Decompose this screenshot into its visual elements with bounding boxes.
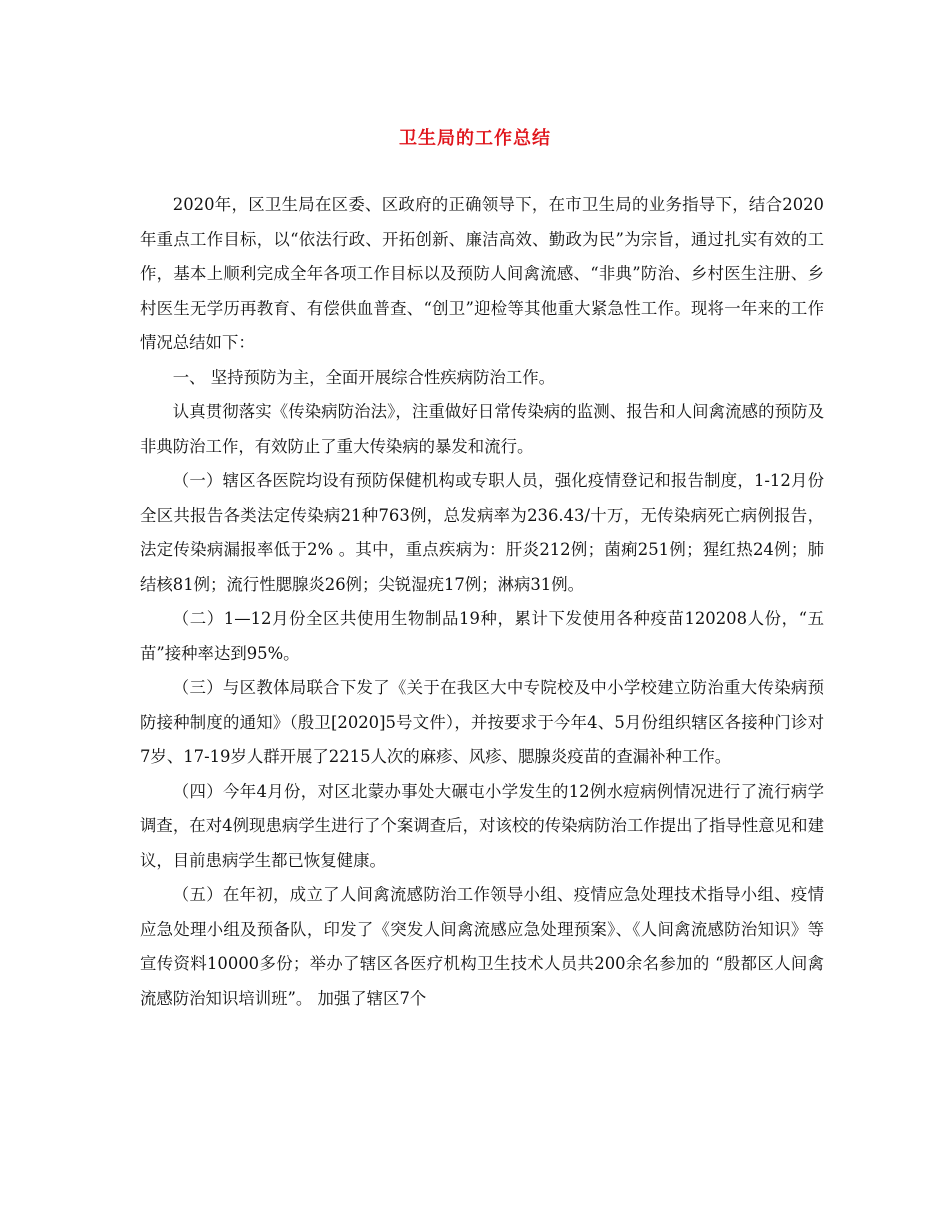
paragraph-item-2: （二）1—12月份全区共使用生物制品19种，累计下发使用各种疫苗120208人份，“五苗”接种率达到95%。 bbox=[140, 609, 824, 663]
document-title: 卫生局的工作总结 bbox=[399, 128, 551, 149]
paragraph-item-1: （一）辖区各医院均设有预防保健机构或专职人员，强化疫情登记和报告制度，1-12月份全区共报告各类法定传染病21种763例，总发病率为236.43/十万，无传染病死亡病例报告，法定传染病漏报率低于2% 。其中，重点疾病为：肝炎212例；菌痢251例；猩红热24例；肺结核81例；流行性腮腺炎26例；尖锐湿疣17例；淋病31例。 bbox=[140, 471, 824, 594]
paragraph-item-4: （四）今年4月份，对区北蒙办事处大碾屯小学发生的12例水痘病例情况进行了流行病学调查，在对4例现患病学生进行了个案调查后，对该校的传染病防治工作提出了指导性意见和建议，目前患病学生都已恢复健康。 bbox=[140, 781, 824, 870]
paragraph-item-5: （五）在年初，成立了人间禽流感防治工作领导小组、疫情应急处理技术指导小组、疫情应急处理小组及预备队，印发了《突发人间禽流感应急处理预案》、《人间禽流感防治知识》等宣传资料10000多份；举办了辖区各医疗机构卫生技术人员共200余名参加的 “殷都区人间禽流感防治知识培训班”。 加强了辖区7个 bbox=[140, 885, 824, 1008]
document-body bbox=[140, 188, 824, 1016]
section-heading-1: 一、 坚持预防为主，全面开展综合性疾病防治工作。 bbox=[172, 367, 555, 387]
paragraph-section-1-intro: 认真贯彻落实《传染病防治法》，注重做好日常传染病的监测、报告和人间禽流感的预防及非典防治工作，有效防止了重大传染病的暴发和流行。 bbox=[140, 402, 824, 456]
paragraph-intro: 2020年，区卫生局在区委、区政府的正确领导下，在市卫生局的业务指导下，结合2020年重点工作目标，以“依法行政、开拓创新、廉洁高效、勤政为民”为宗旨，通过扎实有效的工作，基本上顺利完成全年各项工作目标以及预防人间禽流感、“非典”防治、乡村医生注册、乡村医生无学历再教育、有偿供血普查、“创卫”迎检等其他重大紧急性工作。现将一年来的工作情况总结如下： bbox=[140, 195, 824, 352]
paragraph-item-3: （三）与区教体局联合下发了《关于在我区大中专院校及中小学校建立防治重大传染病预防接种制度的通知》（殷卫[2020]5号文件），并按要求于今年4、5月份组织辖区各接种门诊对7岁、17-19岁人群开展了2215人次的麻疹、风疹、腮腺炎疫苗的查漏补种工作。 bbox=[140, 678, 824, 766]
